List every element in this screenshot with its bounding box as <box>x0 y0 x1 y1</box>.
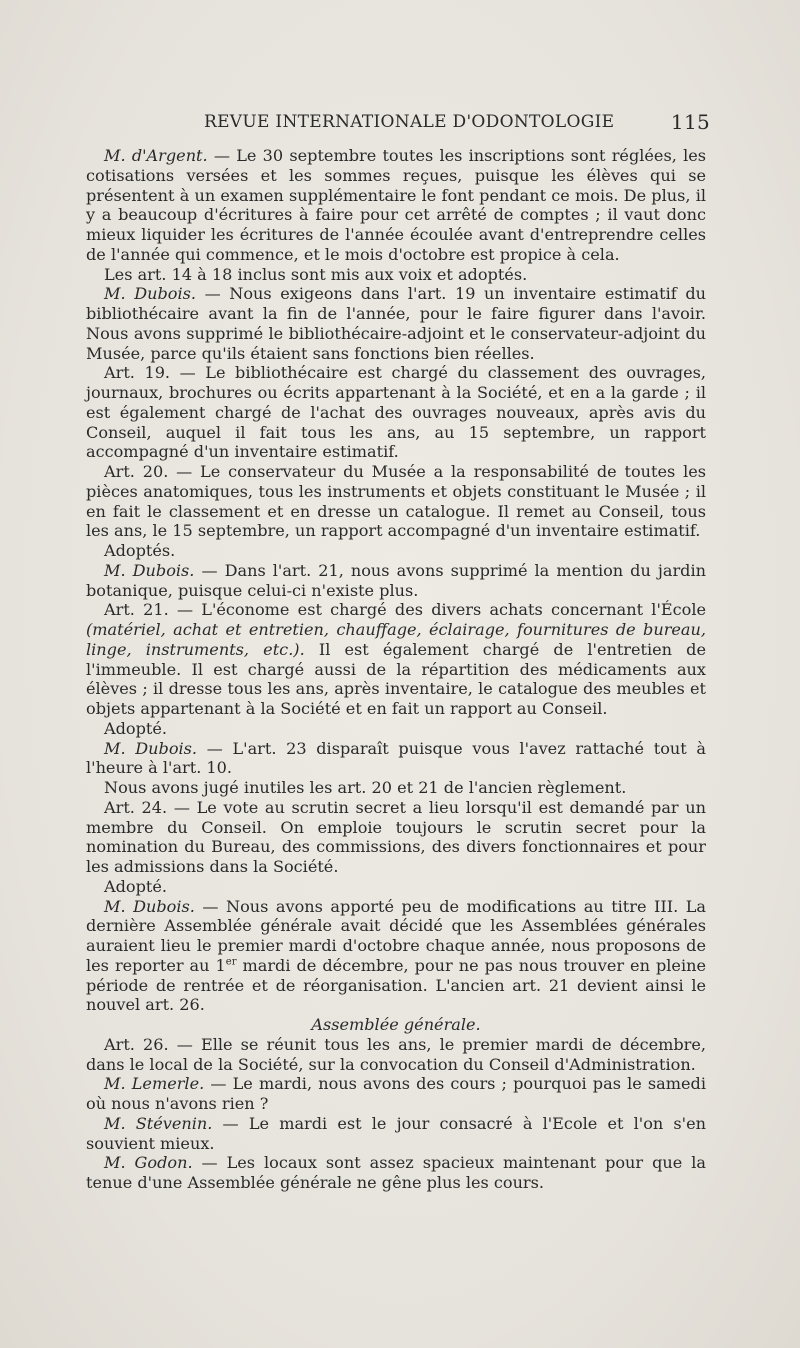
paragraph-text: Art. 20. — Le conservateur du Musée a la responsabilité de toutes les pièces anatomiques, tous les instruments et objets constituant le Musée ; il en fait le classement et en dresse un catalogue. Il remet au Conseil, tous les ans, le 15 septembre, un rapport accompagné d'un inventaire estimatif. <box>86 462 706 541</box>
paragraph <box>86 146 706 265</box>
paragraph <box>86 600 706 719</box>
italic-text: (matériel, achat et entretien, chauffage, éclairage, fournitures de bureau, linge, instruments, etc.). <box>86 620 706 659</box>
paragraph-text: — Dans l'art. 21, nous avons supprimé la mention du jardin botanique, puisque celui-ci n'existe plus. <box>86 560 706 600</box>
speaker-name: M. d'Argent. <box>104 146 208 165</box>
paragraph-text: — Le mardi, nous avons des cours ; pourquoi pas le samedi où nous n'avons rien ? <box>86 1074 707 1113</box>
paragraph <box>86 1074 706 1114</box>
page-number: 115 <box>670 110 710 134</box>
paragraph <box>86 561 706 601</box>
paragraph-text: Art. 24. — Le vote au scrutin secret a lieu lorsqu'il est demandé par un membre du Conseil. On emploie toujours le scrutin secret pour la nomination du Bureau, des commissions, des divers fonctionnaires et pour les admissions dans la Société. <box>86 797 706 876</box>
paragraph-text: Il est également chargé de l'entretien de l'immeuble. Il est chargé aussi de la répartition des médicaments aux élèves ; il dresse tous les ans, après inventaire, le catalogue des meubles et objets appartenant à la Société et en fait un rapport au Conseil. <box>86 639 706 718</box>
paragraph <box>86 284 706 363</box>
paragraph <box>86 363 706 462</box>
paragraph <box>86 897 706 1016</box>
speaker-name: M. Dubois. <box>104 896 195 916</box>
paragraph-text: Adopté. <box>104 876 168 896</box>
speaker-name: M. Stévenin. <box>104 1113 213 1133</box>
paragraph-text: Art. 26. — Elle se réunit tous les ans, le premier mardi de décembre, dans le local de la Société, sur la convocation du Conseil d'Administration. <box>86 1034 706 1074</box>
speaker-name: M. Godon. <box>104 1153 193 1173</box>
paragraph <box>86 462 706 541</box>
paragraph <box>86 798 706 877</box>
paragraph-text: — Nous avons apporté peu de modifications au titre III. La dernière Assemblée générale avait décidé que les Assemblées générales auraient lieu le premier mardi d'octobre chaque année, nous proposons de les reporter au 1 <box>86 896 706 975</box>
paragraph-text: Assemblée générale. <box>311 1015 481 1034</box>
speaker-name: M. Dubois. <box>104 560 195 580</box>
paragraph-text: Adoptés. <box>104 541 176 560</box>
paragraph-text: mardi de décembre, pour ne pas nous trouver en pleine période de rentrée et de réorganisation. L'ancien art. 21 devient ainsi le nouvel art. 26. <box>86 955 706 1015</box>
paragraph-text: — L'art. 23 disparaît puisque vous l'avez rattaché tout à l'heure à l'art. 10. <box>86 738 706 778</box>
paragraph <box>86 719 706 739</box>
paragraph-text: Art. 19. — Le bibliothécaire est chargé du classement des ouvrages, journaux, brochures ou écrits appartenant à la Société, et en a la garde ; il est également chargé de l'achat des ouvrages nouveaux, après avis du Conseil, auquel il fait tous les ans, au 15 septembre, un rapport accompagné d'un inventaire estimatif. <box>86 363 706 462</box>
speaker-name: M. Lemerle. <box>104 1074 205 1094</box>
running-title: REVUE INTERNATIONALE D'ODONTOLOGIE <box>204 112 615 132</box>
speaker-name: M. Dubois. <box>104 284 196 304</box>
paragraph-text: — Les locaux sont assez spacieux maintenant pour que la tenue d'une Assemblée générale ne gêne plus les cours. <box>86 1153 706 1192</box>
paragraph-text: Adopté. <box>104 718 168 738</box>
paragraph <box>86 739 706 779</box>
paragraph-text: Nous avons jugé inutiles les art. 20 et 21 de l'ancien règlement. <box>104 778 627 797</box>
paragraph <box>86 1035 706 1075</box>
paragraph <box>86 778 706 798</box>
paragraph <box>86 1114 706 1154</box>
body-text <box>86 146 706 1193</box>
paragraph <box>86 541 706 561</box>
paragraph <box>86 1153 706 1193</box>
paragraph-text: — Le mardi est le jour consacré à l'Ecole et l'on s'en souvient mieux. <box>86 1113 706 1153</box>
paragraph <box>86 265 706 285</box>
paragraph-text: — Nous exigeons dans l'art. 19 un inventaire estimatif du bibliothécaire avant la fin de l'année, pour le faire figurer dans l'avoir. Nous avons supprimé le bibliothécaire-adjoint et le conservateur-adjoint du Musée, parce qu'ils étaient sans fonctions bien réelles. <box>86 284 706 363</box>
paragraph-text: Art. 21. — L'économe est chargé des divers achats concernant l'École <box>104 600 706 620</box>
paragraph <box>86 877 706 897</box>
paragraph <box>86 1015 706 1035</box>
paragraph-text: Les art. 14 à 18 inclus sont mis aux voix et adoptés. <box>104 264 528 284</box>
paragraph-text: — Le 30 septembre toutes les inscriptions sont réglées, les cotisations versées et les sommes reçues, puisque les élèves qui se présentent à un examen supplémentaire le font pendant ce mois. De plus, il y a beaucoup d'écritures à faire pour cet arrêté de comptes ; il vaut donc mieux liquider les écritures de l'année écoulée avant d'entreprendre celles de l'année qui commence, et le mois d'octobre est propice à cela. <box>86 146 706 264</box>
superscript: er <box>225 956 237 968</box>
speaker-name: M. Dubois. <box>104 738 198 758</box>
